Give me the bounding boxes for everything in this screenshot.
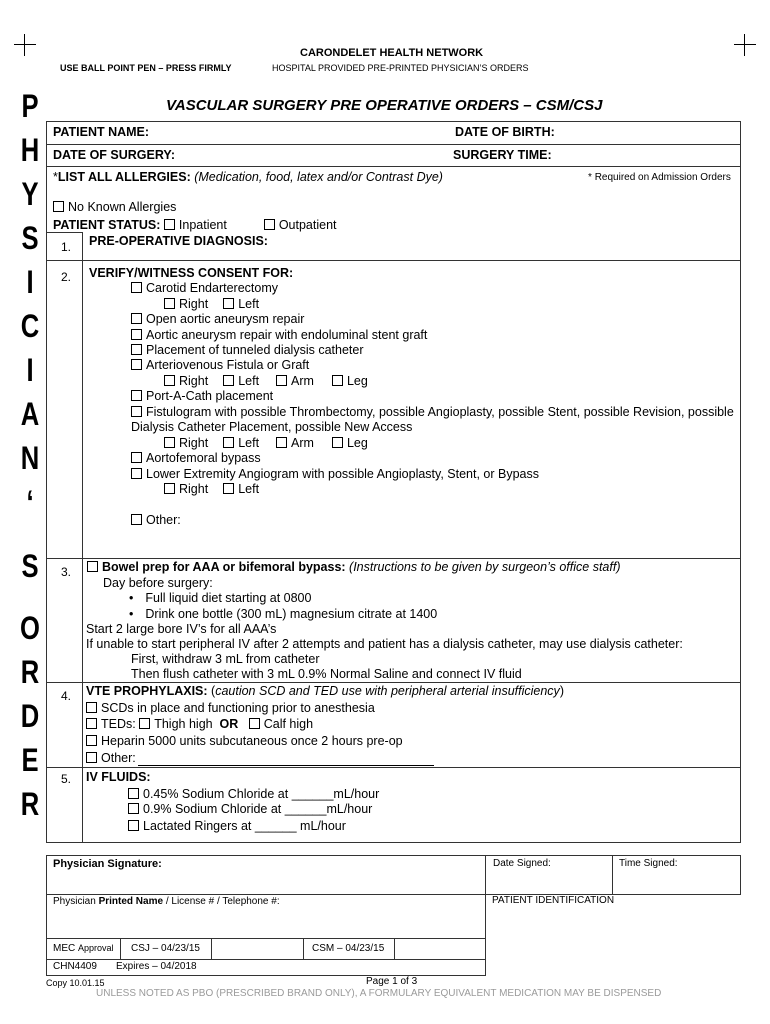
consent-label: VERIFY/WITNESS CONSENT FOR:: [89, 266, 294, 280]
heparin-checkbox[interactable]: [86, 735, 97, 746]
patient-name-label: PATIENT NAME:: [53, 125, 150, 139]
date-signed-label: Date Signed:: [493, 858, 551, 869]
side-letter: P: [21, 88, 39, 124]
side-letter: S: [21, 220, 39, 256]
vte-scd: SCDs in place and functioning prior to anesthesia: [86, 701, 375, 715]
fluid-2-checkbox[interactable]: [128, 803, 139, 814]
thigh-high-checkbox[interactable]: [139, 718, 150, 729]
tunneled-checkbox[interactable]: [131, 344, 142, 355]
fluid-3-checkbox[interactable]: [128, 820, 139, 831]
av-right-checkbox[interactable]: [164, 375, 175, 386]
patient-identification-label: PATIENT IDENTIFICATION: [492, 895, 615, 906]
side-title: [10, 84, 50, 826]
scd-checkbox[interactable]: [86, 702, 97, 713]
consent-carotid: Carotid Endarterectomy: [131, 281, 278, 295]
form-title: VASCULAR SURGERY PRE OPERATIVE ORDERS – CSM/CSJ: [166, 97, 603, 114]
side-letter: N: [20, 440, 40, 476]
section-4-number: 4.: [61, 689, 72, 703]
lower-right-checkbox[interactable]: [164, 483, 175, 494]
no-allergies-checkbox[interactable]: [53, 201, 64, 212]
consent-fistulogram: Fistulogram with possible Thrombectomy, possible Angioplasty, possible Stent, possible Revision, possible: [131, 405, 734, 419]
teds-checkbox[interactable]: [86, 718, 97, 729]
iv-fluid-1: 0.45% Sodium Chloride at ______mL/hour: [128, 787, 379, 801]
consent-av-fistula: Arteriovenous Fistula or Graft: [131, 358, 309, 372]
consent-port: Port-A-Cath placement: [131, 389, 273, 403]
bowel-bullet-1: • Full liquid diet starting at 0800: [149, 591, 311, 605]
vte-other: Other:: [86, 751, 136, 765]
consent-other: Other:: [131, 513, 181, 527]
port-checkbox[interactable]: [131, 390, 142, 401]
carotid-side: Right Left: [164, 297, 259, 311]
fluid-1-checkbox[interactable]: [128, 788, 139, 799]
av-leg-checkbox[interactable]: [332, 375, 343, 386]
printed-name-label: Physician Printed Name / License # / Telephone #:: [53, 896, 280, 907]
vte-other-checkbox[interactable]: [86, 752, 97, 763]
side-letter: I: [26, 352, 34, 388]
lower-ext-side: Right Left: [164, 482, 259, 496]
dispense-disclaimer: UNLESS NOTED AS PBO (PRESCRIBED BRAND ONLY), A FORMULARY EQUIVALENT MEDICATION MAY BE DISPENSED: [96, 988, 662, 999]
preprinted-orders: HOSPITAL PROVIDED PRE-PRINTED PHYSICIAN’S ORDERS: [272, 63, 529, 73]
iv-fluid-2: 0.9% Sodium Chloride at ______mL/hour: [128, 802, 372, 816]
vte-teds: TEDs: Thigh high OR Calf high: [86, 717, 313, 731]
carotid-left-checkbox[interactable]: [223, 298, 234, 309]
consent-open-aortic: Open aortic aneurysm repair: [131, 312, 304, 326]
allergies-line: [53, 170, 443, 184]
fist-right-checkbox[interactable]: [164, 437, 175, 448]
vte-other-line[interactable]: [138, 765, 434, 766]
aortofemoral-checkbox[interactable]: [131, 452, 142, 463]
bowel-bullet-2: • Drink one bottle (300 mL) magnesium citrate at 1400: [149, 607, 437, 621]
inpatient-checkbox[interactable]: [164, 219, 175, 230]
carotid-checkbox[interactable]: [131, 282, 142, 293]
no-known-allergies: No Known Allergies: [53, 200, 176, 214]
required-note: * Required on Admission Orders: [588, 172, 731, 183]
surgery-time-label: SURGERY TIME:: [453, 148, 552, 162]
csj-approval: CSJ – 04/23/15: [131, 943, 200, 954]
allergies-label: LIST ALL ALLERGIES:: [57, 170, 191, 184]
bowel-prep-checkbox[interactable]: [87, 561, 98, 572]
fist-arm-checkbox[interactable]: [276, 437, 287, 448]
iv-line-1: Start 2 large bore IV’s for all AAA’s: [86, 622, 277, 636]
section-3-number: 3.: [61, 565, 72, 579]
carotid-right-checkbox[interactable]: [164, 298, 175, 309]
side-letter: Y: [21, 176, 39, 212]
side-letter: ‘: [26, 484, 34, 520]
allergies-hint: (Medication, food, latex and/or Contrast Dye): [194, 170, 443, 184]
consent-other-checkbox[interactable]: [131, 514, 142, 525]
lower-ext-checkbox[interactable]: [131, 468, 142, 479]
consent-fistulogram-cont: Dialysis Catheter Placement, possible New Access: [131, 420, 413, 434]
calf-high-checkbox[interactable]: [249, 718, 260, 729]
org-name: CARONDELET HEALTH NETWORK: [300, 47, 484, 59]
av-fistula-checkbox[interactable]: [131, 359, 142, 370]
iv-fluid-3: Lactated Ringers at ______ mL/hour: [128, 819, 346, 833]
registration-mark-left: [14, 34, 36, 56]
fistulogram-checkbox[interactable]: [131, 406, 142, 417]
form-id-row: [46, 959, 486, 976]
av-fistula-side: Right Left Arm Leg: [164, 374, 368, 388]
iv-line-4: Then flush catheter with 3 mL 0.9% Normal Saline and connect IV fluid: [131, 667, 522, 681]
iv-fluids-label: IV FLUIDS:: [86, 770, 151, 784]
side-letter: C: [20, 308, 40, 344]
vte-prophylaxis: VTE PROPHYLAXIS: (caution SCD and TED use with peripheral arterial insufficiency): [86, 684, 564, 698]
side-letter: R: [20, 786, 40, 822]
fist-left-checkbox[interactable]: [223, 437, 234, 448]
time-signed-label: Time Signed:: [619, 858, 678, 869]
iv-line-3: First, withdraw 3 mL from catheter: [131, 652, 320, 666]
fist-leg-checkbox[interactable]: [332, 437, 343, 448]
aortic-stent-checkbox[interactable]: [131, 329, 142, 340]
open-aortic-checkbox[interactable]: [131, 313, 142, 324]
section-1-number: 1.: [61, 240, 72, 254]
page-number: Page 1 of 3: [366, 976, 418, 987]
av-arm-checkbox[interactable]: [276, 375, 287, 386]
form-number: CHN4409: [53, 961, 97, 972]
pre-op-diagnosis-label: PRE-OPERATIVE DIAGNOSIS:: [89, 234, 268, 248]
section-2-number: 2.: [61, 270, 72, 284]
consent-lower-ext: Lower Extremity Angiogram with possible Angioplasty, Stent, or Bypass: [131, 467, 539, 481]
side-letter: D: [20, 698, 40, 734]
av-left-checkbox[interactable]: [223, 375, 234, 386]
fistulogram-side: Right Left Arm Leg: [164, 436, 368, 450]
allergies-star: *: [53, 170, 58, 184]
vte-heparin: Heparin 5000 units subcutaneous once 2 hours pre-op: [86, 734, 403, 748]
iv-line-2: If unable to start peripheral IV after 2 attempts and patient has a dialysis catheter, may use dialysis catheter:: [86, 637, 683, 651]
section-5-number: 5.: [61, 772, 72, 786]
form-expiry: Expires – 04/2018: [116, 961, 197, 972]
day-before: Day before surgery:: [103, 576, 213, 590]
side-letter: A: [20, 396, 40, 432]
pen-instruction: USE BALL POINT PEN – PRESS FIRMLY: [60, 63, 232, 73]
side-letter: I: [26, 264, 34, 300]
lower-left-checkbox[interactable]: [223, 483, 234, 494]
copy-date: Copy 10.01.15: [46, 978, 105, 988]
mec-approval: MEC Approval: [53, 943, 114, 954]
required-star: *: [588, 172, 592, 183]
side-letter: R: [20, 654, 40, 690]
consent-aortofemoral: Aortofemoral bypass: [131, 451, 261, 465]
side-letter: O: [20, 610, 40, 646]
consent-aortic-stent: Aortic aneurysm repair with endoluminal stent graft: [131, 328, 427, 342]
physician-signature-label: Physician Signature:: [53, 858, 162, 870]
csm-approval: CSM – 04/23/15: [312, 943, 385, 954]
dob-label: DATE OF BIRTH:: [455, 125, 555, 139]
patient-status: PATIENT STATUS: Inpatient Outpatient: [53, 218, 337, 232]
outpatient-checkbox[interactable]: [264, 219, 275, 230]
surgery-date-label: DATE OF SURGERY:: [53, 148, 175, 162]
consent-tunneled: Placement of tunneled dialysis catheter: [131, 343, 364, 357]
side-letter: H: [20, 132, 40, 168]
bowel-prep: Bowel prep for AAA or bifemoral bypass: (Instructions to be given by surgeon’s office staff): [87, 560, 620, 574]
side-letter: S: [21, 548, 39, 584]
side-letter: E: [21, 742, 39, 778]
registration-mark-right: [734, 34, 756, 56]
